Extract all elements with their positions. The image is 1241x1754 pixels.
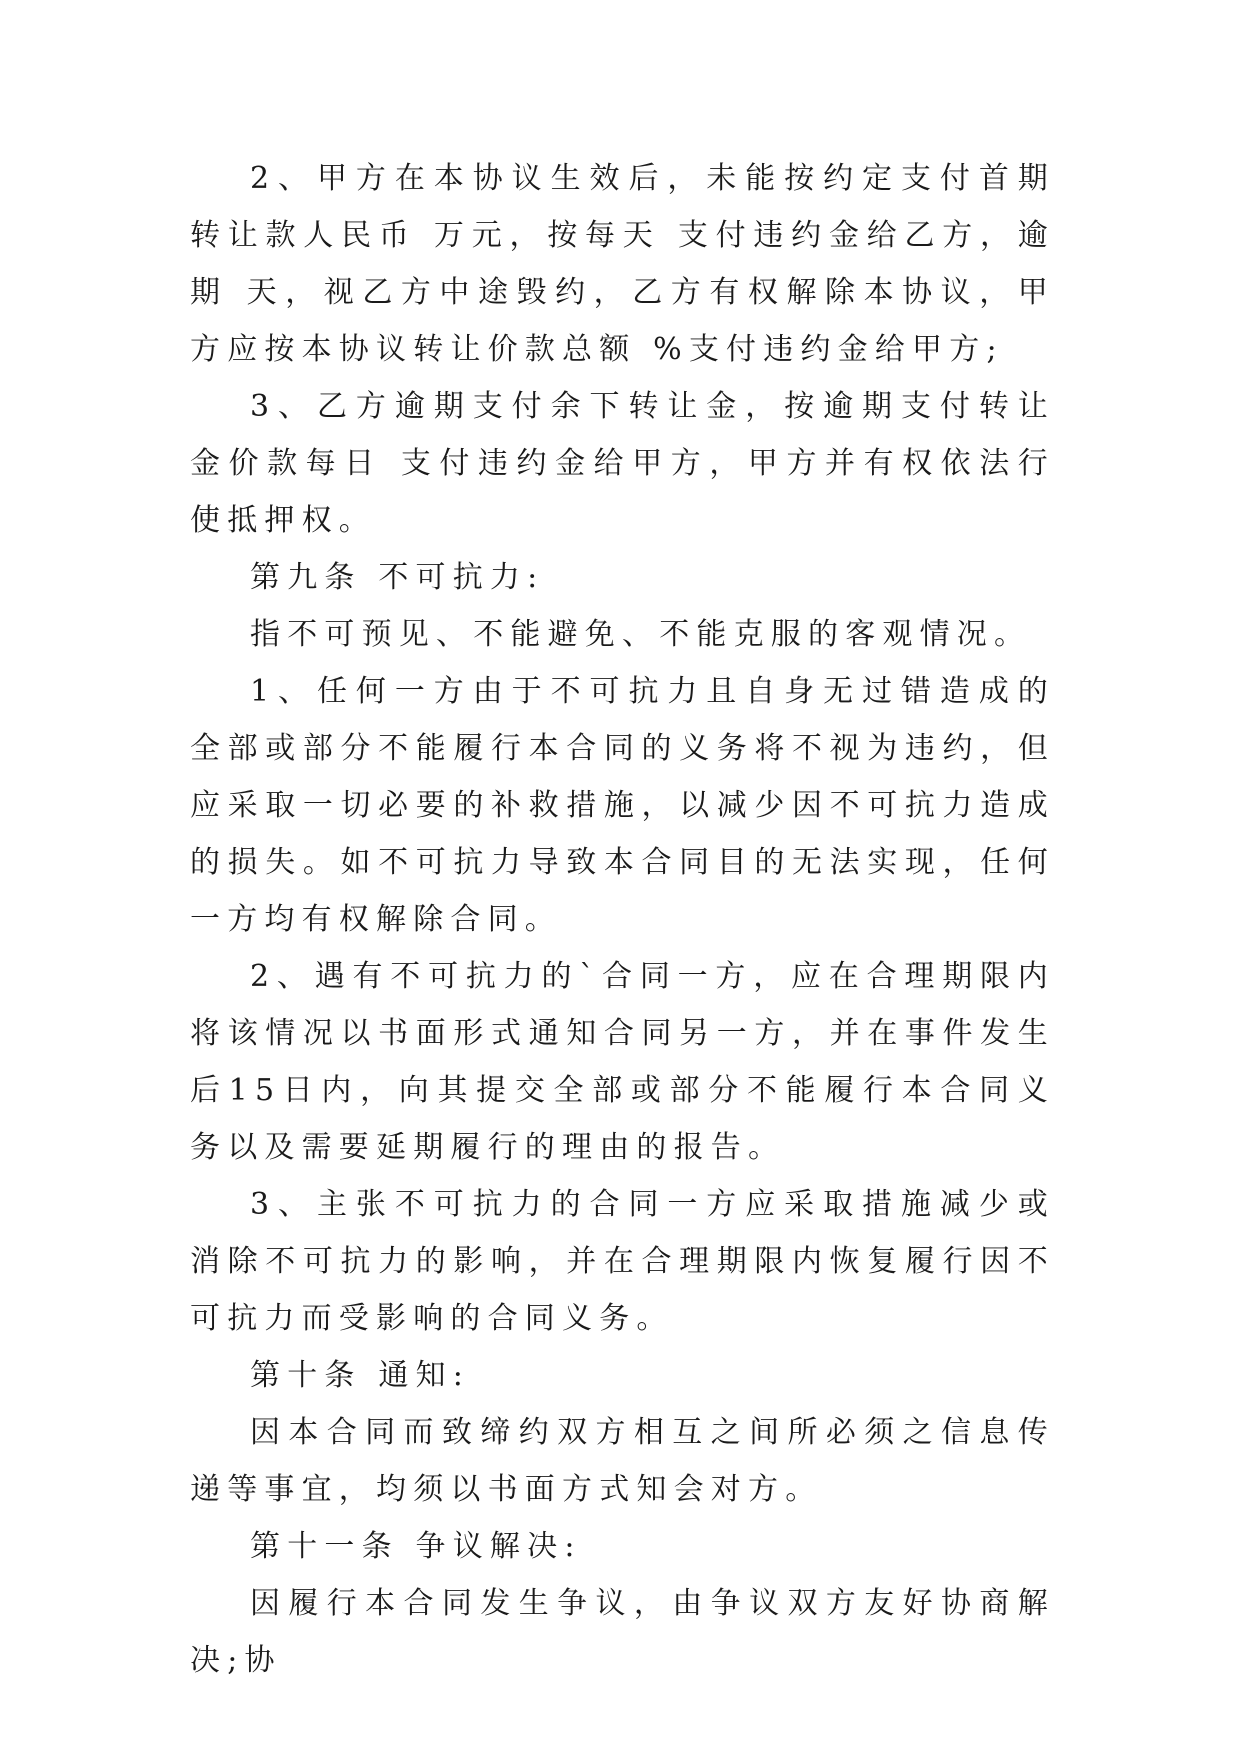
paragraph-force-majeure-definition: 指不可预见、不能避免、不能克服的客观情况。 bbox=[250, 617, 1032, 652]
paragraph-clause-9-item-2: 2、遇有不可抗力的`合同一方，应在合理期限内将该情况以书面形式通知合同另一方，并在事件发生后15日内，向其提交全部或部分不能履行本合同义务以及需要延期履行的理由的报告。 bbox=[190, 959, 1055, 1165]
paragraph-clause-9-item-3: 3、主张不可抗力的合同一方应采取措施减少或消除不可抗力的影响，并在合理期限内恢复履行因不可抗力而受影响的合同义务。 bbox=[190, 1187, 1055, 1336]
paragraph-clause-9-item-1: 1、任何一方由于不可抗力且自身无过错造成的全部或部分不能履行本合同的义务将不视为违约，但应采取一切必要的补救措施，以减少因不可抗力造成的损失。如不可抗力导致本合同目的无法实现，任何一方均有权解除合同。 bbox=[190, 674, 1055, 937]
document-body bbox=[190, 150, 1055, 1689]
paragraph-dispute-resolution: 因履行本合同发生争议，由争议双方友好协商解决;协 bbox=[190, 1586, 1055, 1678]
paragraph-notice: 因本合同而致缔约双方相互之间所必须之信息传递等事宜，均须以书面方式知会对方。 bbox=[190, 1415, 1055, 1507]
heading-article-9: 第九条 不可抗力: bbox=[250, 560, 545, 595]
paragraph-clause-8-item-3: 3、乙方逾期支付余下转让金，按逾期支付转让金价款每日 支付违约金给甲方，甲方并有权依法行使抵押权。 bbox=[190, 389, 1055, 538]
heading-article-10: 第十条 通知: bbox=[250, 1358, 471, 1393]
heading-article-11: 第十一条 争议解决: bbox=[250, 1529, 582, 1564]
paragraph-clause-8-item-2: 2、甲方在本协议生效后，未能按约定支付首期转让款人民币 万元，按每天 支付违约金给乙方，逾期 天，视乙方中途毁约，乙方有权解除本协议，甲方应按本协议转让价款总额 %支付违约金给甲方; bbox=[190, 161, 1055, 367]
